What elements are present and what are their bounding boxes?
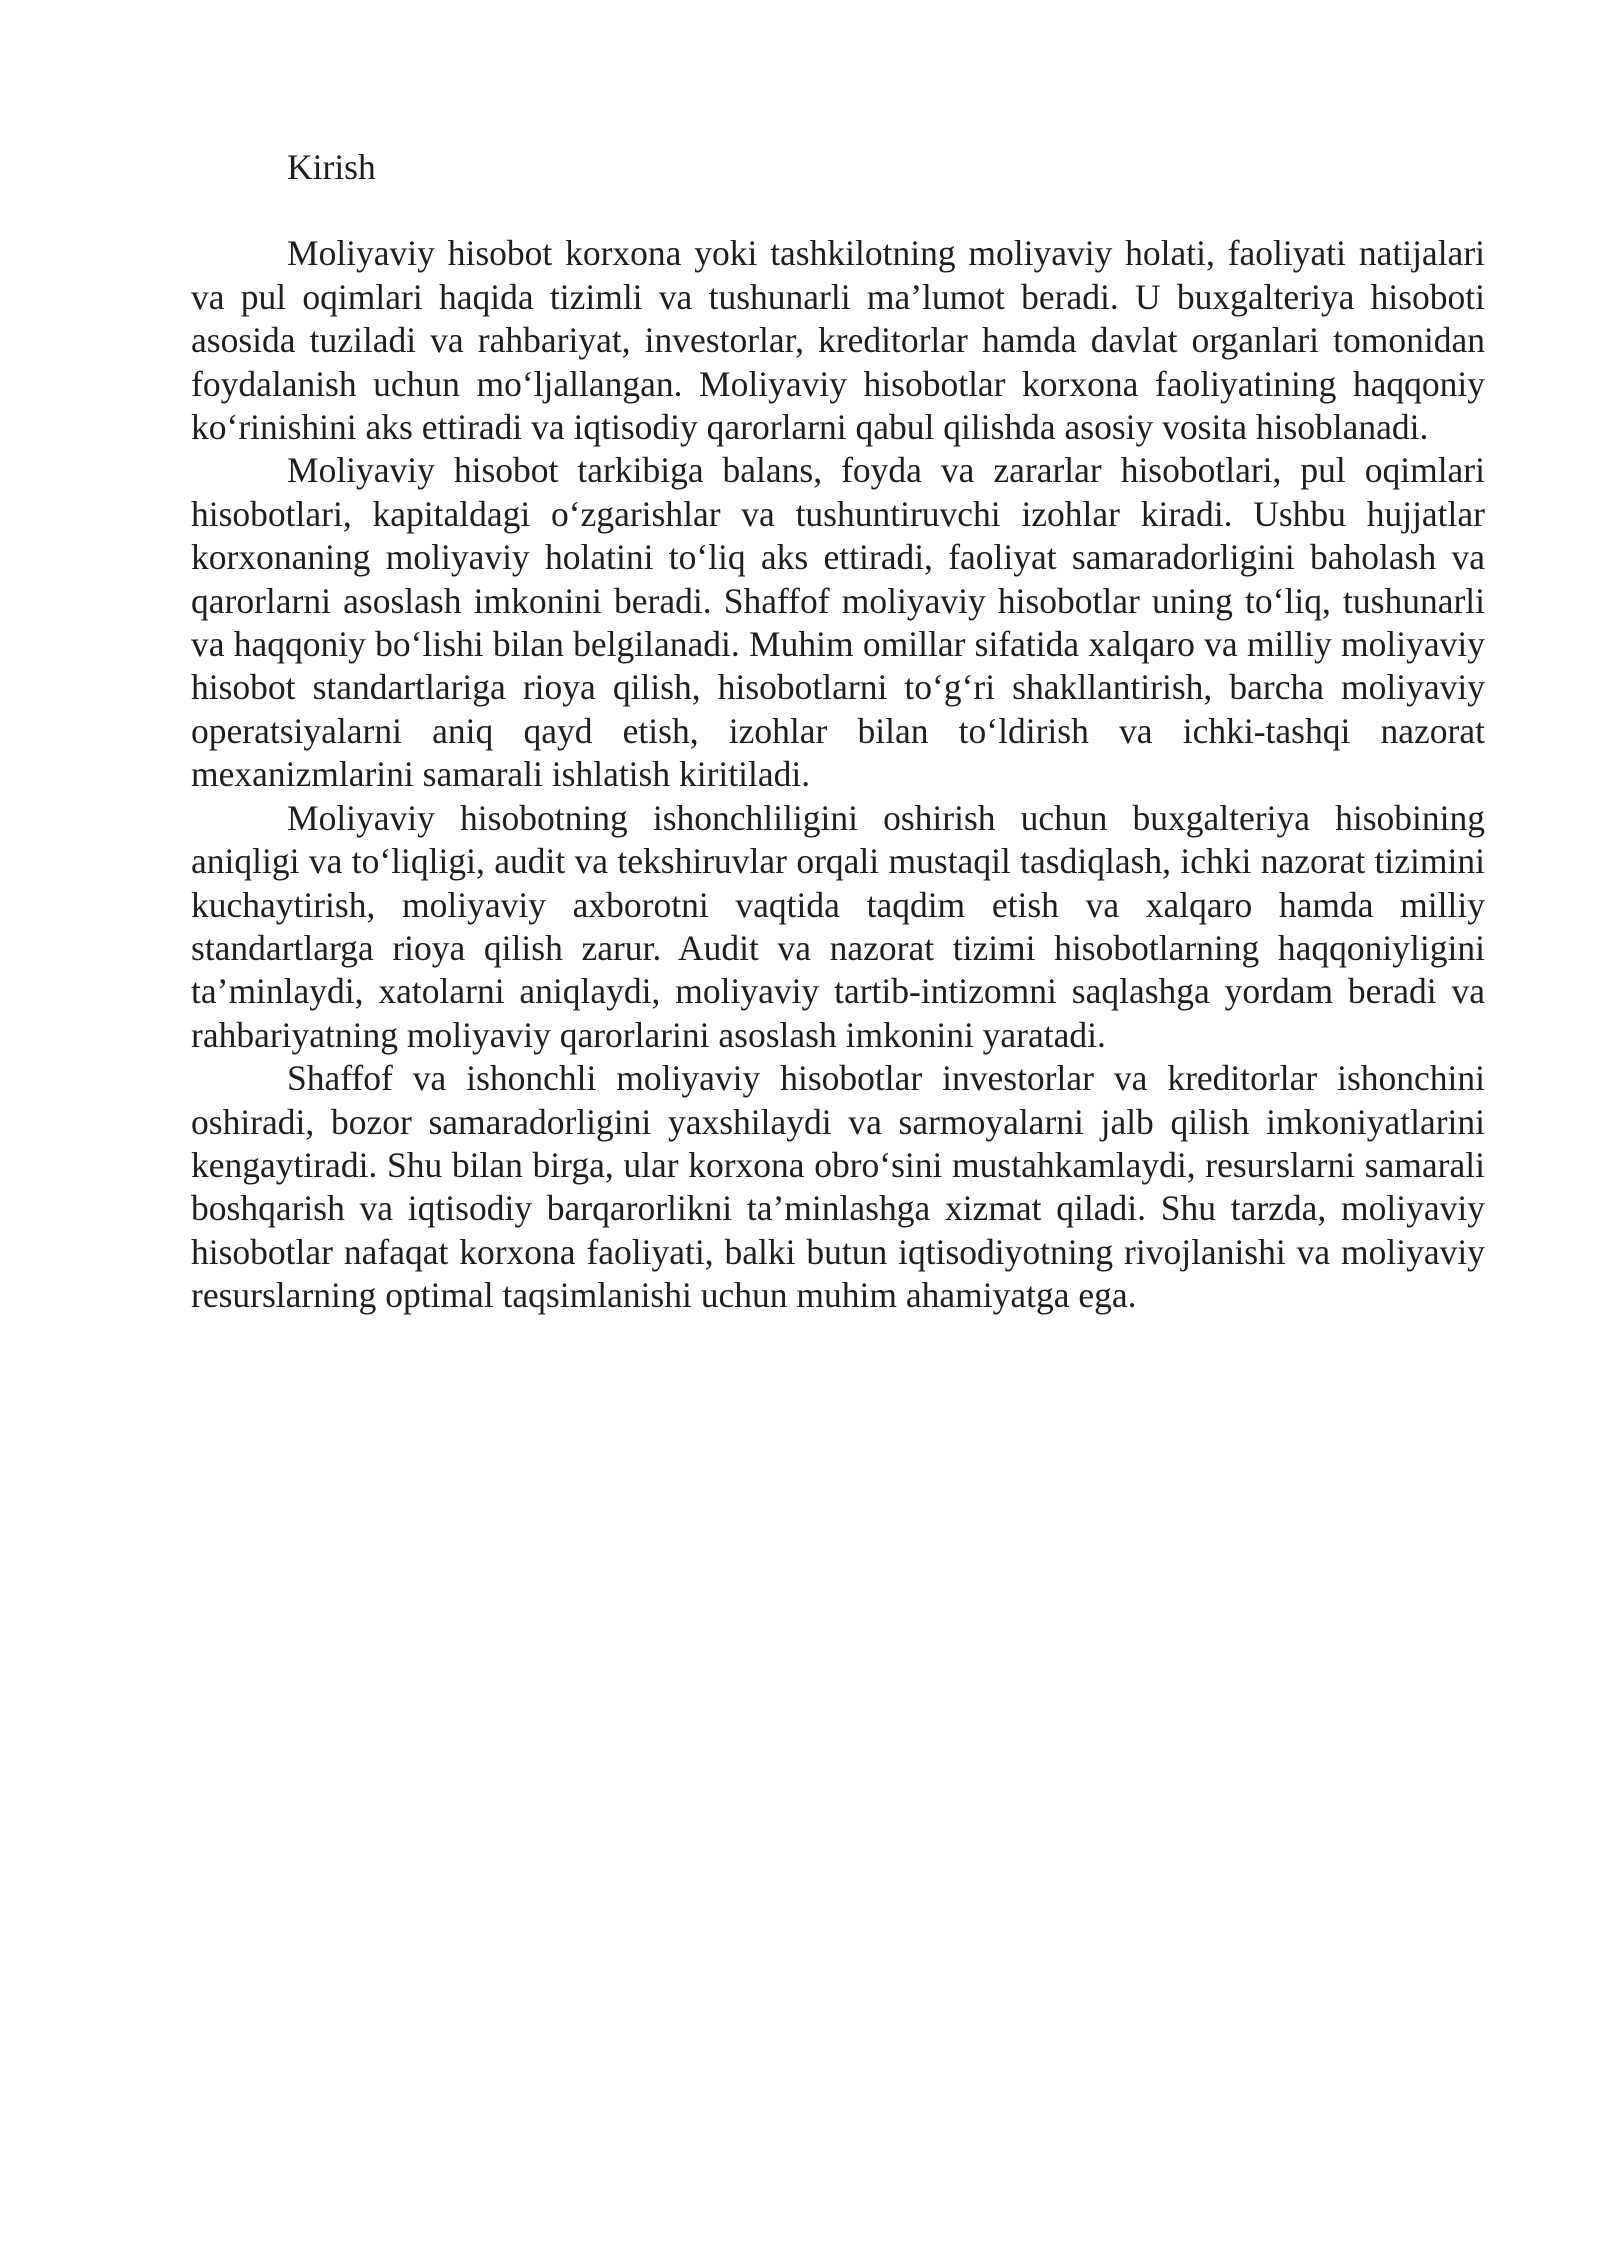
paragraph-4: Shaffof va ishonchli moliyaviy hisobotlar investorlar va kreditorlar ishonchini oshiradi, bozor samaradorligini yaxshilaydi va sarmoyalarni jalb qilish imkoniyatlarini kengaytiradi. Shu bilan birga, ular korxona obro‘sini mustahkamlaydi, resurslarni samarali boshqarish va iqtisodiy barqarorlikni ta’minlashga xizmat qiladi. Shu tarzda, moliyaviy hisobotlar nafaqat korxona faoliyati, balki butun iqtisodiyotning rivojlanishi va moliyaviy resurslarning optimal taqsimlanishi uchun muhim ahamiyatga ega. bbox=[191, 1058, 1485, 1316]
paragraph-1: Moliyaviy hisobot korxona yoki tashkilotning moliyaviy holati, faoliyati natijalari va pul oqimlari haqida tizimli va tushunarli ma’lumot beradi. U buxgalteriya hisoboti asosida tuziladi va rahbariyat, investorlar, kreditorlar hamda davlat organlari tomonidan foydalanish uchun mo‘ljallangan. Moliyaviy hisobotlar korxona faoliyatining haqqoniy ko‘rinishini aks ettiradi va iqtisodiy qarorlarni qabul qilishda asosiy vosita hisoblanadi. bbox=[191, 233, 1485, 448]
paragraph-3: Moliyaviy hisobotning ishonchliligini oshirish uchun buxgalteriya hisobining aniqligi va to‘liqligi, audit va tekshiruvlar orqali mustaqil tasdiqlash, ichki nazorat tizimini kuchaytirish, moliyaviy axborotni vaqtida taqdim etish va xalqaro hamda milliy standartlarga rioya qilish zarur. Audit va nazorat tizimi hisobotlarning haqqoniyligini ta’minlaydi, xatolarni aniqlaydi, moliyaviy tartib-intizomni saqlashga yordam beradi va rahbariyatning moliyaviy qarorlarini asoslash imkonini yaratadi. bbox=[191, 797, 1485, 1055]
document-body bbox=[191, 146, 1485, 1318]
section-heading: Kirish bbox=[287, 147, 376, 187]
paragraph-2: Moliyaviy hisobot tarkibiga balans, foyda va zararlar hisobotlari, pul oqimlari hisobotlari, kapitaldagi o‘zgarishlar va tushuntiruvchi izohlar kiradi. Ushbu hujjatlar korxonaning moliyaviy holatini to‘liq aks ettiradi, faoliyat samaradorligini baholash va qarorlarni asoslash imkonini beradi. Shaffof moliyaviy hisobotlar uning to‘liq, tushunarli va haqqoniy bo‘lishi bilan belgilanadi. Muhim omillar sifatida xalqaro va milliy moliyaviy hisobot standartlariga rioya qilish, hisobotlarni to‘g‘ri shakllantirish, barcha moliyaviy operatsiyalarni aniq qayd etish, izohlar bilan to‘ldirish va ichki-tashqi nazorat mexanizmlarini samarali ishlatish kiritiladi. bbox=[191, 450, 1485, 795]
